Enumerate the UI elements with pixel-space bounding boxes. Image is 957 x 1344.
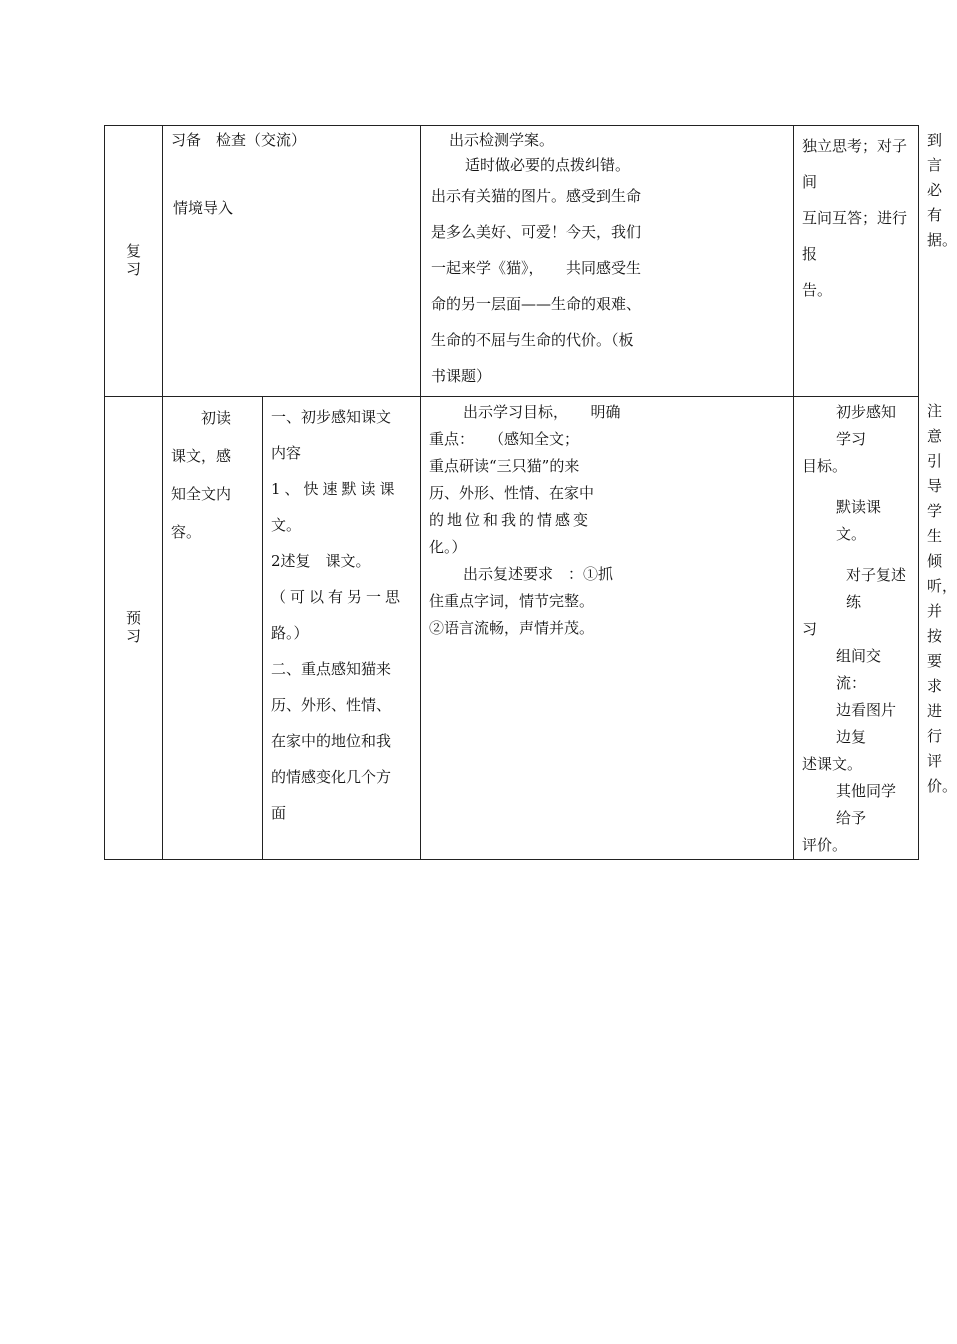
preview-content-line: 1、快速默读课	[271, 480, 399, 498]
review-teacher-line: 出示检测学案。	[449, 131, 555, 149]
preview-teacher-line: 重点研读“三只猫”的来	[429, 457, 580, 475]
preview-content-line: 一、初步感知课文	[271, 408, 392, 426]
section-label-cell	[105, 126, 163, 397]
preview-activity-line: 知全文内	[171, 485, 232, 503]
preview-teacher-line: 出示复述要求 ：①抓	[463, 565, 614, 583]
section-label-preview: 预习	[125, 608, 141, 645]
section-label-cell	[105, 397, 163, 860]
preview-content-line: 2述复 课文。	[271, 552, 371, 570]
review-teacher-line: 书课题）	[431, 367, 492, 385]
preview-student-line: 组间交流：	[836, 647, 882, 692]
preview-student-line: 初步感知学习	[836, 403, 897, 448]
preview-content-cell	[263, 397, 421, 860]
review-teacher-line: 出示有关猫的图片。感受到生命	[431, 187, 642, 205]
review-activity-line1: 习备 检查（交流）	[171, 131, 307, 149]
preview-student-line: 述课文。	[802, 755, 863, 773]
preview-teacher-line: ②语言流畅，声情并茂。	[429, 619, 595, 637]
preview-teacher-line: 化。）	[429, 538, 467, 556]
lesson-plan-table	[104, 125, 957, 860]
preview-student-line: 其他同学给予	[836, 782, 897, 827]
preview-student-line: 目标。	[802, 457, 848, 475]
review-teacher-line: 生命的不屈与生命的代价。（板	[431, 331, 634, 349]
table-row-review: 复习 习备 检查（交流） 情境导入 出示检测学案。 适时做必要的点拨纠错。 出示有关猫的图片。感受到生命 是多么美好、可爱！今天，我们 一起来学《猫》， 共同感受生 命的另一层面——生命的艰难、 生命的不屈与生命的代价。（板 书课题） 独立思考；对子间 互问互答；进行报 告。 到言必有据。	[105, 126, 919, 397]
preview-content-line: 路。）	[271, 624, 309, 642]
review-student-line: 告。	[802, 281, 833, 299]
preview-content-line: 二、重点感知猫来	[271, 660, 392, 678]
preview-student-line: 对子复述练	[846, 566, 907, 611]
section-label-review: 复习	[125, 241, 141, 278]
review-teacher-line: 适时做必要的点拨纠错。	[465, 156, 631, 174]
review-activity-line2: 情境导入	[173, 199, 234, 217]
preview-teacher-cell	[421, 397, 794, 860]
review-teacher-cell	[421, 126, 794, 397]
preview-activity-line: 初读	[201, 409, 232, 427]
preview-content-line: 历、外形、性情、	[271, 696, 392, 714]
preview-activity-line: 容。	[171, 523, 202, 541]
preview-activity-line: 课文，感	[171, 447, 232, 465]
table-row-preview: 预习 初读 课文，感 知全文内 容。 一、初步感知课文 内容 1、快速默读课 文。 2述复 课文。 （可以有另一思 路。） 二、重点感知猫来 历、外形、性情、 在家中的地位和我 的情感变化几个方 面 出示学习目标， 明确 重点： （感知全文； 重点研读“三只猫”的来 历、外形、性情、在家中 的地位和我的情感变 化。） 出示复述要求 ：①抓 住重点字词，情节完整。 ②语言流畅，声情并茂。 初步感知学习 目标。 默读课文。 对子复述练 习 组间交流： 边看图片边复 述课文。 其他同学给予 评价。 注意引导学生 倾听，并按要 求进行评价。	[105, 397, 919, 860]
preview-content-line: 内容	[271, 444, 302, 462]
preview-student-line: 边看图片边复	[836, 701, 897, 746]
preview-activity-cell	[163, 397, 263, 860]
preview-student-line: 默读课文。	[836, 498, 882, 543]
preview-teacher-line: 住重点字词，情节完整。	[429, 592, 595, 610]
preview-teacher-line: 历、外形、性情、在家中	[429, 484, 595, 502]
review-teacher-line: 命的另一层面——生命的艰难、	[431, 295, 642, 313]
preview-teacher-line: 重点： （感知全文；	[429, 430, 580, 448]
preview-teacher-line: 的地位和我的情感变	[429, 511, 592, 529]
preview-student-line: 习	[802, 620, 818, 638]
preview-content-line: 面	[271, 804, 287, 822]
review-teacher-line: 是多么美好、可爱！今天，我们	[431, 223, 642, 241]
preview-student-cell	[794, 397, 919, 860]
preview-teacher-line: 出示学习目标， 明确	[463, 403, 621, 421]
review-student-cell	[794, 126, 919, 397]
preview-content-line: （可以有另一思	[271, 588, 405, 606]
review-student-line: 独立思考；对子间	[802, 137, 908, 191]
review-activity-cell	[163, 126, 421, 397]
preview-content-line: 的情感变化几个方	[271, 768, 392, 786]
review-teacher-line: 一起来学《猫》， 共同感受生	[431, 259, 642, 277]
preview-student-line: 评价。	[802, 836, 848, 854]
review-student-line: 互问互答；进行报	[802, 209, 908, 263]
preview-content-line: 文。	[271, 516, 302, 534]
preview-content-line: 在家中的地位和我	[271, 732, 392, 750]
